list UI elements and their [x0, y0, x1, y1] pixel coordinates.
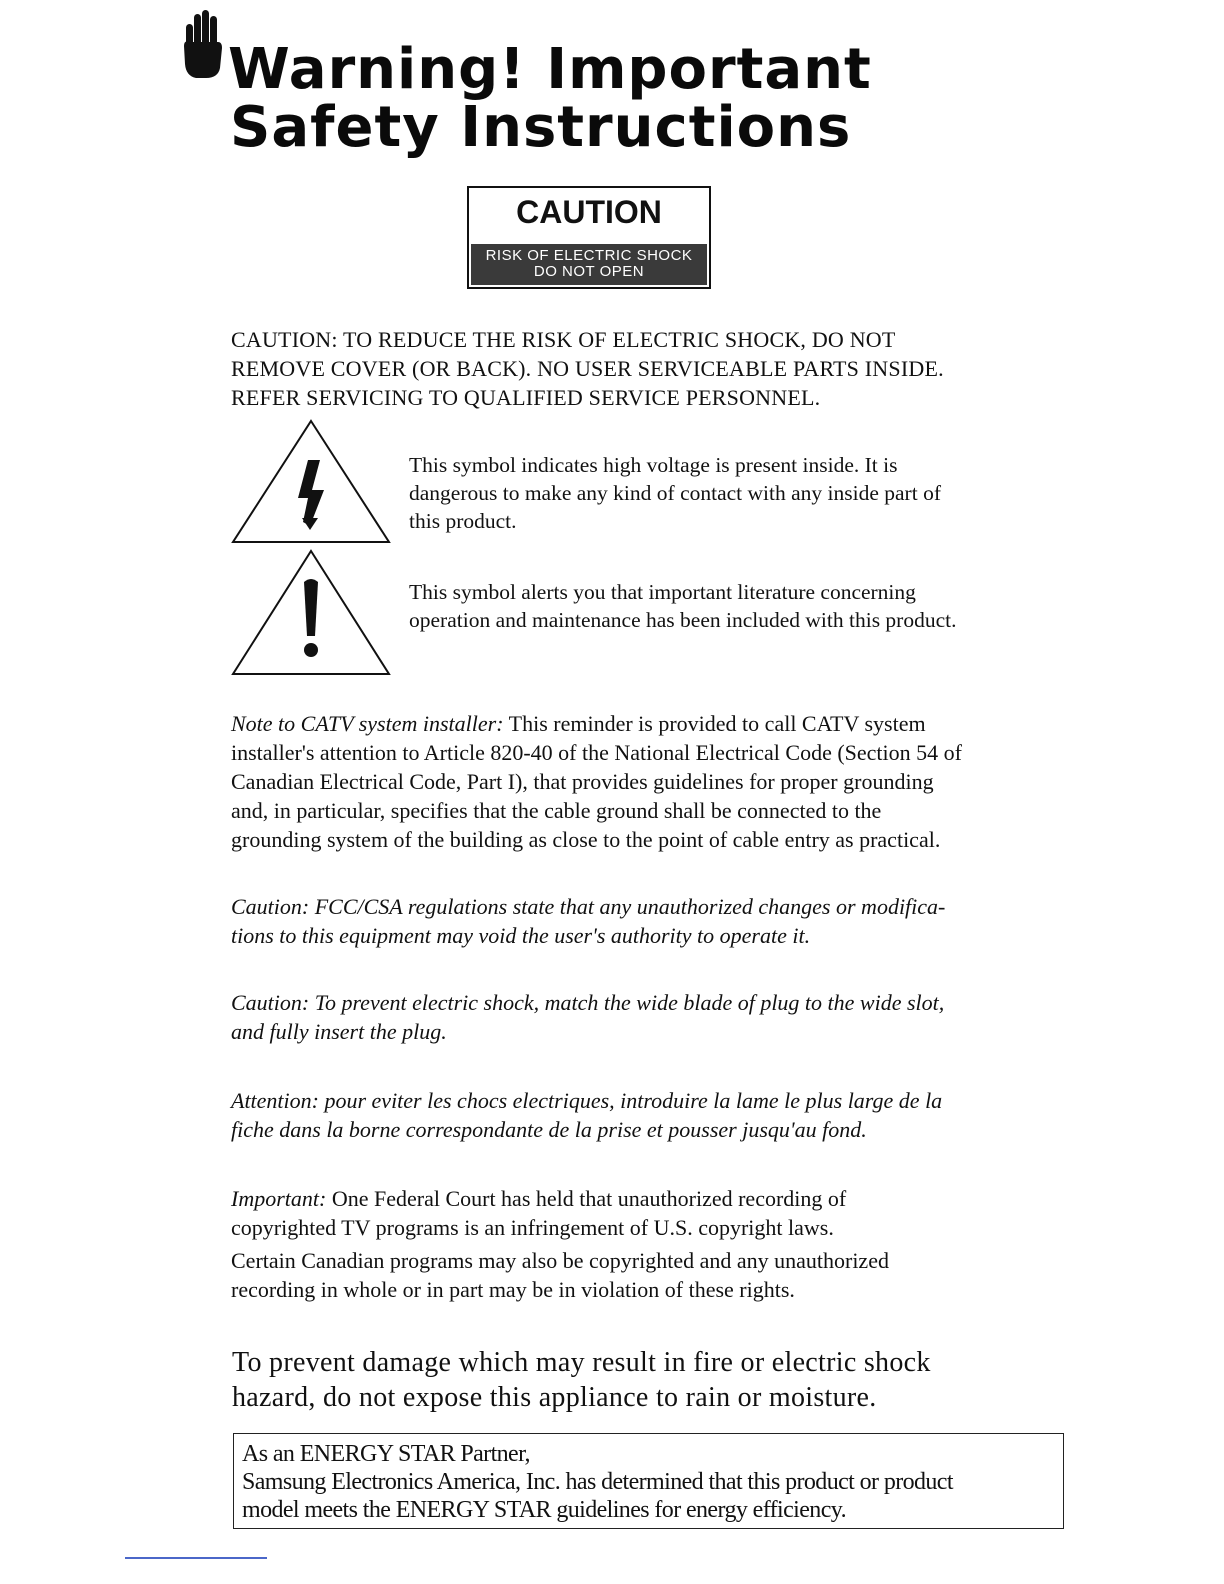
- important-line-1: One Federal Court has held that unauthorized recording of: [326, 1186, 847, 1211]
- catv-note-line-3: Canadian Electrical Code, Part I), that provides guidelines for proper grounding: [231, 769, 934, 794]
- french-attention-line-1: Attention: pour eviter les chocs electriques, introduire la lame le plus large de la: [231, 1088, 943, 1113]
- caution-paragraph-line-2: REMOVE COVER (OR BACK). NO USER SERVICEABLE PARTS INSIDE.: [231, 356, 944, 381]
- caution-label-line-2: DO NOT OPEN: [533, 263, 645, 280]
- important-notice: [231, 1184, 1111, 1304]
- catv-note-line-4: and, in particular, specifies that the cable ground shall be connected to the: [231, 798, 882, 823]
- exclamation-triangle-icon: [230, 548, 392, 678]
- high-voltage-line-3: this product.: [409, 509, 517, 533]
- caution-paragraph: [231, 325, 1091, 412]
- important-line-4: recording in whole or in part may be in violation of these rights.: [231, 1277, 795, 1302]
- important-line-2: copyrighted TV programs is an infringement of U.S. copyright laws.: [231, 1215, 834, 1240]
- catv-note-label: Note to CATV system installer:: [231, 711, 504, 736]
- important-line-3: Certain Canadian programs may also be copyrighted and any unauthorized: [231, 1248, 889, 1273]
- caution-paragraph-line-3: REFER SERVICING TO QUALIFIED SERVICE PERSONNEL.: [231, 385, 821, 410]
- energy-star-line-3: model meets the ENERGY STAR guidelines for energy efficiency.: [242, 1497, 846, 1523]
- title-line-2: Safety Instructions: [230, 95, 852, 160]
- plug-caution-line-2: and fully insert the plug.: [231, 1019, 447, 1044]
- caution-label-banner: [471, 244, 707, 285]
- catv-note-line-2: installer's attention to Article 820-40 of the National Electrical Code (Section 54 of: [231, 740, 962, 765]
- fcc-caution-line-1: Caution: FCC/CSA regulations state that any unauthorized changes or modifica-: [231, 894, 946, 919]
- high-voltage-triangle-icon: [230, 418, 392, 546]
- hand-stop-icon: [180, 6, 226, 80]
- energy-star-line-2: Samsung Electronics America, Inc. has determined that this product or product: [242, 1469, 953, 1495]
- catv-note: [231, 709, 1111, 854]
- fcc-caution: [231, 892, 1111, 950]
- caution-label: [467, 186, 711, 289]
- plug-caution-line-1: Caution: To prevent electric shock, match the wide blade of plug to the wide slot,: [231, 990, 945, 1015]
- caution-label-heading: CAUTION: [516, 194, 662, 230]
- caution-paragraph-line-1: CAUTION: TO REDUCE THE RISK OF ELECTRIC SHOCK, DO NOT: [231, 327, 896, 352]
- catv-note-line-5: grounding system of the building as close to the point of cable entry as practical.: [231, 827, 941, 852]
- high-voltage-line-2: dangerous to make any kind of contact with any inside part of: [409, 481, 941, 505]
- attention-text: [409, 578, 1089, 634]
- attention-line-1: This symbol alerts you that important literature concerning: [409, 580, 916, 604]
- high-voltage-text: [409, 451, 1069, 535]
- plug-caution: [231, 988, 1111, 1046]
- moisture-warning: [232, 1345, 1112, 1415]
- french-attention-line-2: fiche dans la borne correspondante de la prise et pousser jusqu'au fond.: [231, 1117, 867, 1142]
- caution-label-line-1: RISK OF ELECTRIC SHOCK: [485, 247, 693, 264]
- attention-line-2: operation and maintenance has been included with this product.: [409, 608, 957, 632]
- catv-note-line-1: This reminder is provided to call CATV system: [503, 711, 926, 736]
- bottom-rule: [125, 1557, 267, 1559]
- important-label: Important:: [231, 1186, 327, 1211]
- title-line-1: Warning! Important: [228, 37, 872, 102]
- moisture-warning-line-1: To prevent damage which may result in fire or electric shock: [232, 1347, 931, 1378]
- high-voltage-line-1: This symbol indicates high voltage is present inside. It is: [409, 453, 898, 477]
- french-attention: [231, 1086, 1111, 1144]
- fcc-caution-line-2: tions to this equipment may void the user's authority to operate it.: [231, 923, 811, 948]
- moisture-warning-line-2: hazard, do not expose this appliance to rain or moisture.: [232, 1382, 877, 1413]
- energy-star-line-1: As an ENERGY STAR Partner,: [242, 1441, 530, 1467]
- energy-star-box: [233, 1433, 1064, 1529]
